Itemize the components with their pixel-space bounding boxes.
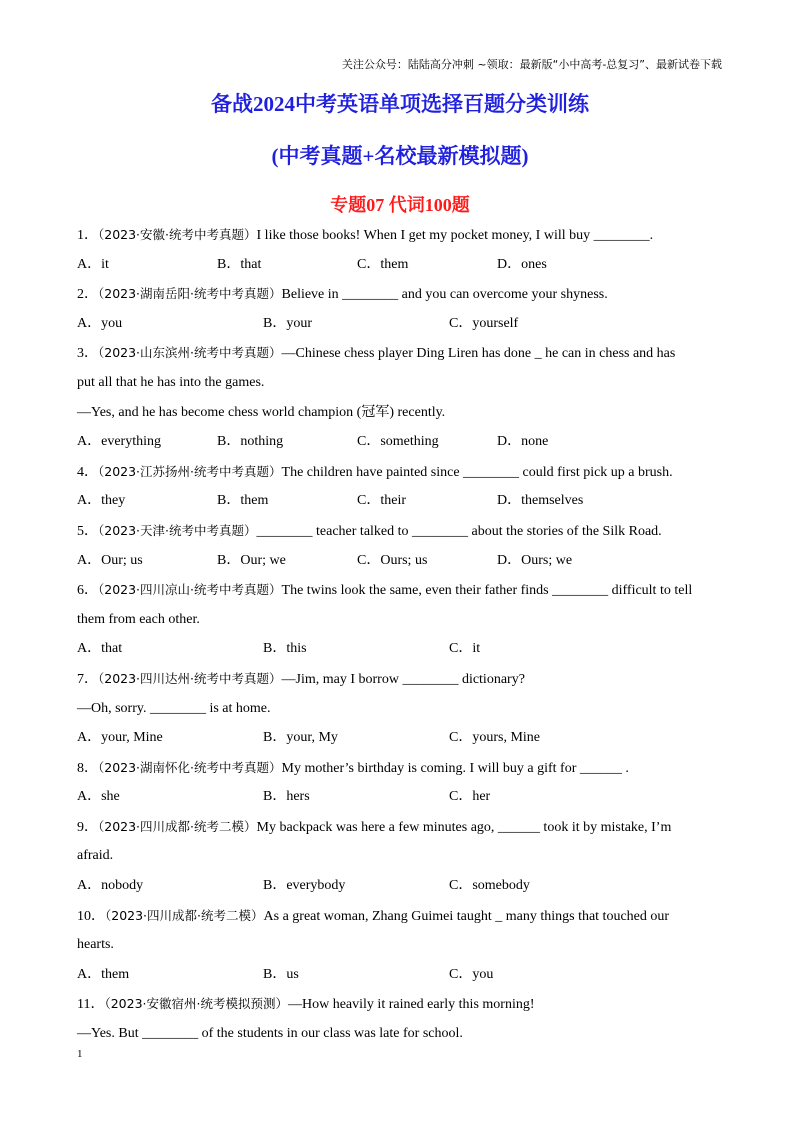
answer-option: C．Ours; us	[357, 552, 428, 568]
answer-options	[77, 254, 727, 284]
answer-option: B．everybody	[263, 878, 346, 894]
answer-options	[77, 786, 727, 816]
question-number: 7．	[77, 671, 98, 687]
answer-options	[77, 964, 727, 994]
answer-option: A．you	[77, 315, 123, 331]
answer-option: B．us	[263, 966, 299, 982]
question-list	[77, 224, 727, 1053]
answer-options	[77, 875, 727, 905]
question-stem	[77, 993, 727, 1023]
answer-option: B．that	[217, 256, 262, 272]
header-note: 关注公众号：陆陆高分冲刺 ~领取：最新版“小中高考-总复习”、最新试卷下载	[341, 58, 722, 71]
answer-option: A．your, Mine	[77, 730, 163, 746]
question-stem	[77, 461, 727, 491]
question-stem	[77, 668, 727, 698]
answer-option: B．hers	[263, 789, 310, 805]
question-number: 9．	[77, 819, 98, 835]
section-heading: 专题07 代词100题	[330, 195, 470, 215]
question-text-continued: —Oh, sorry. ________ is at home.	[77, 700, 271, 716]
answer-option: C．them	[357, 256, 409, 272]
answer-option: A．it	[77, 256, 109, 272]
question-text: My mother’s birthday is coming. I will buy a gift for ______ .	[281, 760, 629, 776]
question-text-continued: —Yes, and he has become chess world champion (冠军) recently.	[77, 404, 446, 420]
question-text: —Jim, may I borrow ________ dictionary?	[281, 671, 525, 687]
page-number: 1	[77, 1048, 83, 1060]
question-text-continued: afraid.	[77, 848, 114, 864]
question-text: —How heavily it rained early this morning!	[288, 997, 535, 1013]
answer-option: C．somebody	[449, 878, 530, 894]
page-title: 备战2024中考英语单项选择百题分类训练	[211, 92, 589, 116]
answer-option: C．something	[357, 434, 439, 450]
question-number: 4．	[77, 464, 98, 480]
answer-option: B．your, My	[263, 730, 338, 746]
answer-option: C．yours, Mine	[449, 730, 540, 746]
question-source: （2023·安徽宿州·统考模拟预测）	[104, 996, 288, 1012]
question-stem	[77, 224, 727, 254]
question-stem	[77, 342, 727, 372]
question-number: 5．	[77, 523, 98, 539]
answer-option: D．none	[497, 434, 549, 450]
question-stem	[77, 283, 727, 313]
answer-option: A．them	[77, 966, 130, 982]
question-text: —Chinese chess player Ding Liren has done _ he can in chess and has	[281, 346, 676, 362]
question-source: （2023·湖南怀化·统考中考真题）	[98, 759, 282, 775]
answer-option: B．nothing	[217, 434, 284, 450]
page-title-sub: (中考真题+名校最新模拟题)	[271, 144, 529, 168]
answer-option: B．Our; we	[217, 552, 286, 568]
answer-option: A．she	[77, 789, 120, 805]
question-stem	[77, 520, 727, 550]
answer-option: A．they	[77, 493, 126, 509]
answer-option: A．that	[77, 641, 123, 657]
question-source: （2023·四川凉山·统考中考真题）	[98, 582, 282, 598]
question-text: My backpack was here a few minutes ago, ______ took it by mistake, I’m	[256, 819, 672, 835]
question-source: （2023·湖南岳阳·统考中考真题）	[98, 286, 282, 302]
question-source: （2023·四川成都·统考二模）	[98, 818, 257, 834]
answer-options	[77, 431, 727, 461]
question-text: ________ teacher talked to ________ about the stories of the Silk Road.	[256, 523, 662, 539]
answer-option: B．this	[263, 641, 307, 657]
question-number: 10．	[77, 908, 105, 924]
question-number: 8．	[77, 760, 98, 776]
question-number: 1．	[77, 228, 98, 243]
question-source: （2023·江苏扬州·统考中考真题）	[98, 463, 282, 479]
question-text: Believe in ________ and you can overcome your shyness.	[281, 287, 608, 303]
answer-option: D．Ours; we	[497, 552, 573, 568]
answer-option: C．yourself	[449, 315, 519, 331]
question-text: The children have painted since ________ could first pick up a brush.	[281, 464, 673, 480]
answer-options	[77, 638, 727, 668]
question-source: （2023·四川达州·统考中考真题）	[98, 670, 282, 686]
answer-option: A．Our; us	[77, 552, 143, 568]
question-text: As a great woman, Zhang Guimei taught _ many things that touched our	[263, 908, 670, 924]
question-stem	[77, 579, 727, 609]
question-number: 11．	[77, 997, 105, 1013]
question-text-continued: put all that he has into the games.	[77, 374, 265, 390]
answer-option: A．everything	[77, 434, 161, 450]
question-text-continued: them from each other.	[77, 611, 200, 627]
question-number: 3．	[77, 346, 98, 362]
question-text: The twins look the same, even their father finds ________ difficult to tell	[281, 583, 693, 599]
question-text-continued: —Yes. But ________ of the students in our class was late for school.	[77, 1026, 463, 1042]
question-source: （2023·四川成都·统考二模）	[105, 907, 264, 923]
question-text-continued: hearts.	[77, 937, 114, 953]
question-number: 2．	[77, 287, 98, 303]
answer-options	[77, 490, 727, 520]
answer-option: C．her	[449, 789, 491, 805]
question-source: （2023·安徽·统考中考真题）	[98, 227, 257, 242]
question-stem	[77, 757, 727, 787]
answer-option: A．nobody	[77, 878, 144, 894]
answer-option: D．ones	[497, 256, 547, 272]
answer-option: C．you	[449, 966, 494, 982]
answer-options	[77, 727, 727, 757]
answer-option: B．them	[217, 493, 269, 509]
answer-option: B．your	[263, 315, 312, 331]
answer-options	[77, 313, 727, 343]
question-stem	[77, 816, 727, 846]
answer-option: C．it	[449, 641, 481, 657]
question-text: I like those books! When I get my pocket money, I will buy ________.	[256, 228, 654, 243]
answer-option: D．themselves	[497, 493, 584, 509]
answer-options	[77, 550, 727, 580]
question-stem	[77, 905, 727, 935]
answer-option: C．their	[357, 493, 406, 509]
question-source: （2023·山东滨州·统考中考真题）	[98, 345, 282, 361]
question-number: 6．	[77, 583, 98, 599]
question-source: （2023·天津·统考中考真题）	[98, 522, 257, 538]
